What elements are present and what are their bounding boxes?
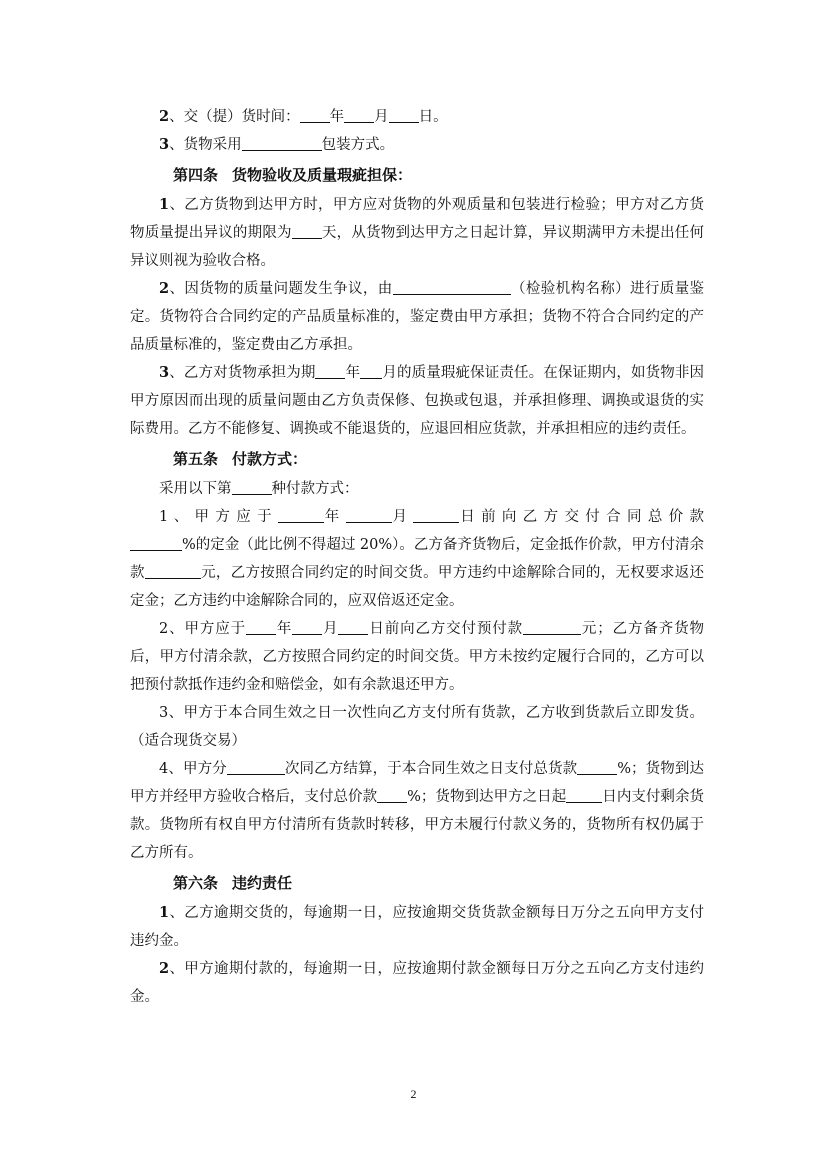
- acceptance-percent-blank: [377, 786, 407, 803]
- prepayment-amount-blank: [523, 618, 581, 635]
- payment-option-1: 1 、 甲 方 应 于 年 月 日 前 向 乙 方 交 付 合 同 总 价 款%的定金（此比例不得超过 20%）。乙方备齐货物后，定金抵作价款，甲方付清余款 元，乙方按照合同约定的时间交货。甲方违约中途解除合同的，无权要求返还定金；乙方违约中途解除合同的，应双倍返还定金。: [130, 503, 704, 615]
- article-6-heading: 第六条 违约责任: [173, 874, 293, 892]
- warranty-years-blank: [315, 362, 345, 379]
- objection-days-blank: [292, 222, 322, 239]
- article-6-clause-1: 1、乙方逾期交货的，每逾期一日，应按逾期交货货款金额每日万分之五向甲方支付违约金。: [130, 904, 704, 949]
- delivery-time-clause: 2、交（提）货时间： 年 月 日。: [159, 108, 448, 125]
- year-blank: [278, 506, 324, 523]
- installments-blank: [227, 758, 285, 775]
- initial-percent-blank: [577, 758, 617, 775]
- payment-option-4: 4、甲方分 次同乙方结算，于本合同生效之日支付总货款 %；货物到达甲方并经甲方验收合格后，支付总价款 %；货物到达甲方之日起 日内支付剩余货款。货物所有权自甲方付清所有货款时转移，甲方未履行付款义务的，货物所有权仍属于乙方所有。: [130, 755, 704, 867]
- clause-number: 1: [159, 196, 170, 213]
- contract-body: [130, 103, 704, 1011]
- month-blank: [346, 506, 392, 523]
- day-blank: [338, 618, 368, 635]
- article-4-heading: 第四条 货物验收及质量瑕疵担保：: [173, 166, 413, 184]
- year-blank: [246, 618, 276, 635]
- clause-number: 3: [159, 364, 170, 381]
- remaining-days-blank: [566, 786, 602, 803]
- packaging-blank: [242, 134, 322, 151]
- clause-number: 2: [159, 960, 170, 977]
- clause-number: 2: [159, 280, 170, 297]
- warranty-months-blank: [360, 362, 382, 379]
- clause-number: 2: [159, 108, 170, 125]
- inspection-agency-blank: [393, 278, 511, 295]
- day-blank: [389, 106, 419, 123]
- day-blank: [413, 506, 459, 523]
- month-blank: [344, 106, 374, 123]
- payment-option-3: 3、甲方于本合同生效之日一次性向乙方支付所有货款，乙方收到货款后立即发货。（适合现货交易）: [130, 705, 704, 749]
- payment-option-blank: [232, 478, 272, 495]
- year-blank: [300, 106, 330, 123]
- page-number: 2: [410, 1087, 417, 1101]
- article-4-clause-3: 3、乙方对货物承担为期 年 月的质量瑕疵保证责任。在保证期内，如货物非因甲方原因而出现的质量问题由乙方负责保修、包换或包退，并承担修理、调换或退货的实际费用。乙方不能修复、调换或不能退货的，应退回相应货款，并承担相应的违约责任。: [130, 364, 705, 437]
- article-6-clause-2: 2、甲方逾期付款的，每逾期一日，应按逾期付款金额每日万分之五向乙方支付违约金。: [130, 960, 704, 1005]
- payment-method-intro: 采用以下第 种付款方式：: [130, 475, 704, 503]
- balance-amount-blank: [145, 562, 201, 579]
- clause-number: 3: [159, 136, 170, 153]
- article-4-clause-1: 1、乙方货物到达甲方时，甲方应对货物的外观质量和包装进行检验；甲方对乙方货物质量提出异议的期限为 天，从货物到达甲方之日起计算，异议期满甲方未提出任何异议则视为验收合格。: [130, 196, 705, 269]
- article-5-heading: 第五条 付款方式：: [173, 450, 308, 468]
- payment-option-2: 2、甲方应于 年 月 日前向乙方交付预付款 元；乙方备齐货物后，甲方付清余款，乙方按照合同约定的时间交货。甲方未按约定履行合同的，乙方可以把预付款抵作违约金和赔偿金，如有余款退还甲方。: [130, 615, 704, 699]
- month-blank: [292, 618, 322, 635]
- article-4-clause-2: 2、因货物的质量问题发生争议，由 （检验机构名称）进行质量鉴定。货物符合合同约定的产品质量标准的，鉴定费由甲方承担；货物不符合合同约定的产品质量标准的，鉴定费由乙方承担。: [130, 280, 705, 353]
- deposit-percent-blank: [130, 534, 182, 551]
- clause-number: 1: [159, 904, 170, 921]
- packaging-clause: 3、货物采用 包装方式。: [159, 136, 395, 153]
